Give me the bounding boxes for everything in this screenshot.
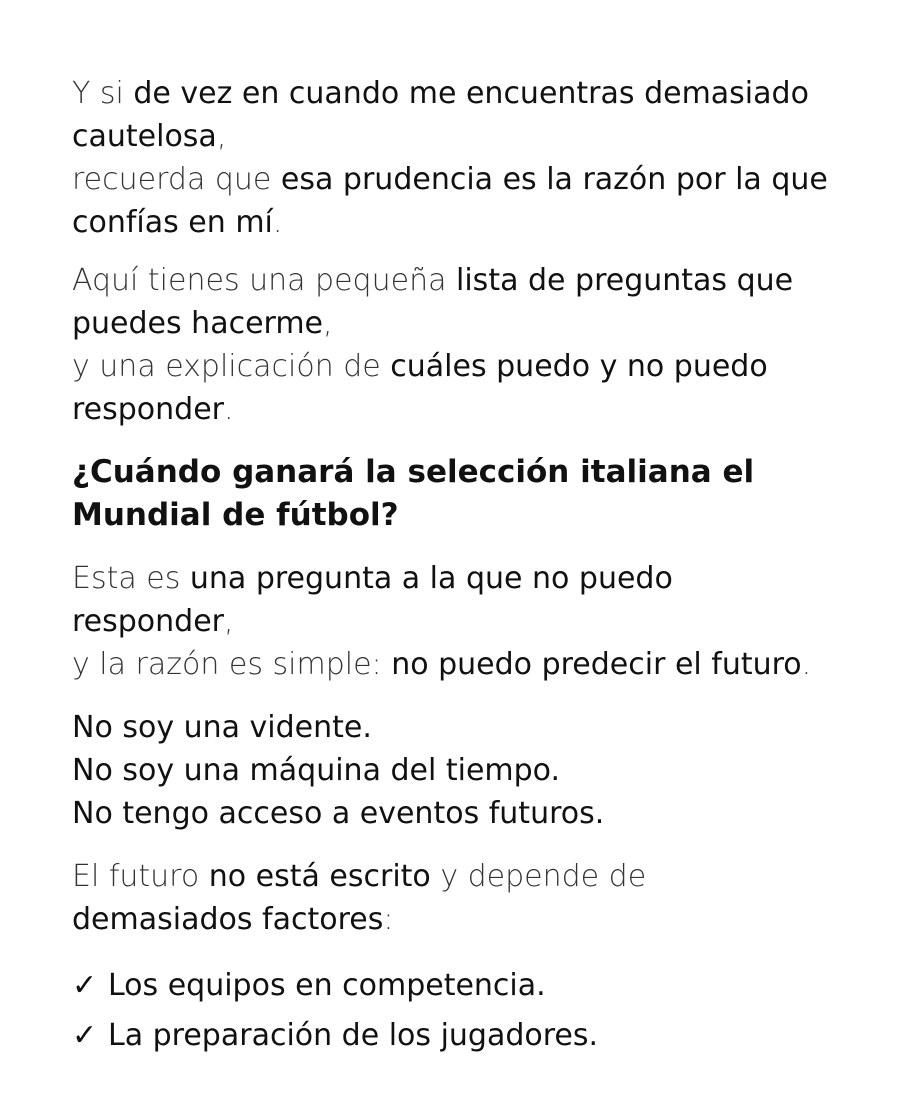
check-icon: ✓ [72,968,98,1003]
intro-paragraph-2 [72,259,832,431]
answer-line2-emphasis: no puedo predecir el futuro [391,647,802,682]
future-paragraph [72,855,832,941]
future-punct: : [383,902,394,937]
answer-line2-lead: y la razón es simple: [72,647,392,682]
intro1-line1-punct: , [216,119,227,154]
future-lead: El futuro [72,859,209,894]
checklist-item-label: La preparación de los jugadores. [108,1018,599,1053]
intro2-line1-emphasis: lista de preguntas que puedes hacerme [72,263,794,341]
document-page [72,72,832,1061]
answer-line1-lead: Esta es [72,561,190,596]
intro2-line1-lead: Aquí tienes una pequeña [72,263,457,298]
intro2-line1-punct: , [323,306,333,341]
statement-line: No tengo acceso a eventos futuros. [72,796,605,831]
intro1-line2-emphasis: esa prudencia es la razón por la que confías en mí [72,162,828,240]
intro1-line1-emphasis: de vez en cuando me encuentras demasiado cautelosa [72,76,809,154]
intro-paragraph-1 [72,72,832,244]
checklist-item [72,961,832,1011]
intro1-line2-punct: . [272,205,283,240]
intro1-line2-lead: recuerda que [72,162,281,197]
statement-line: No soy una vidente. [72,710,372,745]
check-icon: ✓ [72,1018,98,1053]
intro2-line2-punct: . [224,392,234,427]
future-middle: y depende de [430,859,647,894]
checklist-item [72,1011,832,1061]
answer-line1-emphasis: una pregunta a la que no puedo responder [72,561,673,639]
section-heading: ¿Cuándo ganará la selección italiana el Mundial de fútbol? [72,454,755,533]
answer-paragraph [72,557,832,686]
answer-line1-punct: , [224,604,234,639]
future-emphasis-1: no está escrito [208,859,431,894]
statements-paragraph [72,706,832,835]
checklist-item-label: Los equipos en competencia. [108,968,546,1003]
intro2-line2-lead: y una explicación de [72,349,391,384]
intro1-line1-lead: Y si [72,76,134,111]
intro2-line2-emphasis: cuáles puedo y no puedo responder [72,349,768,427]
checklist [72,961,832,1061]
answer-line2-punct: . [801,647,812,682]
statement-line: No soy una máquina del tiempo. [72,753,561,788]
future-emphasis-2: demasiados factores [72,902,384,937]
